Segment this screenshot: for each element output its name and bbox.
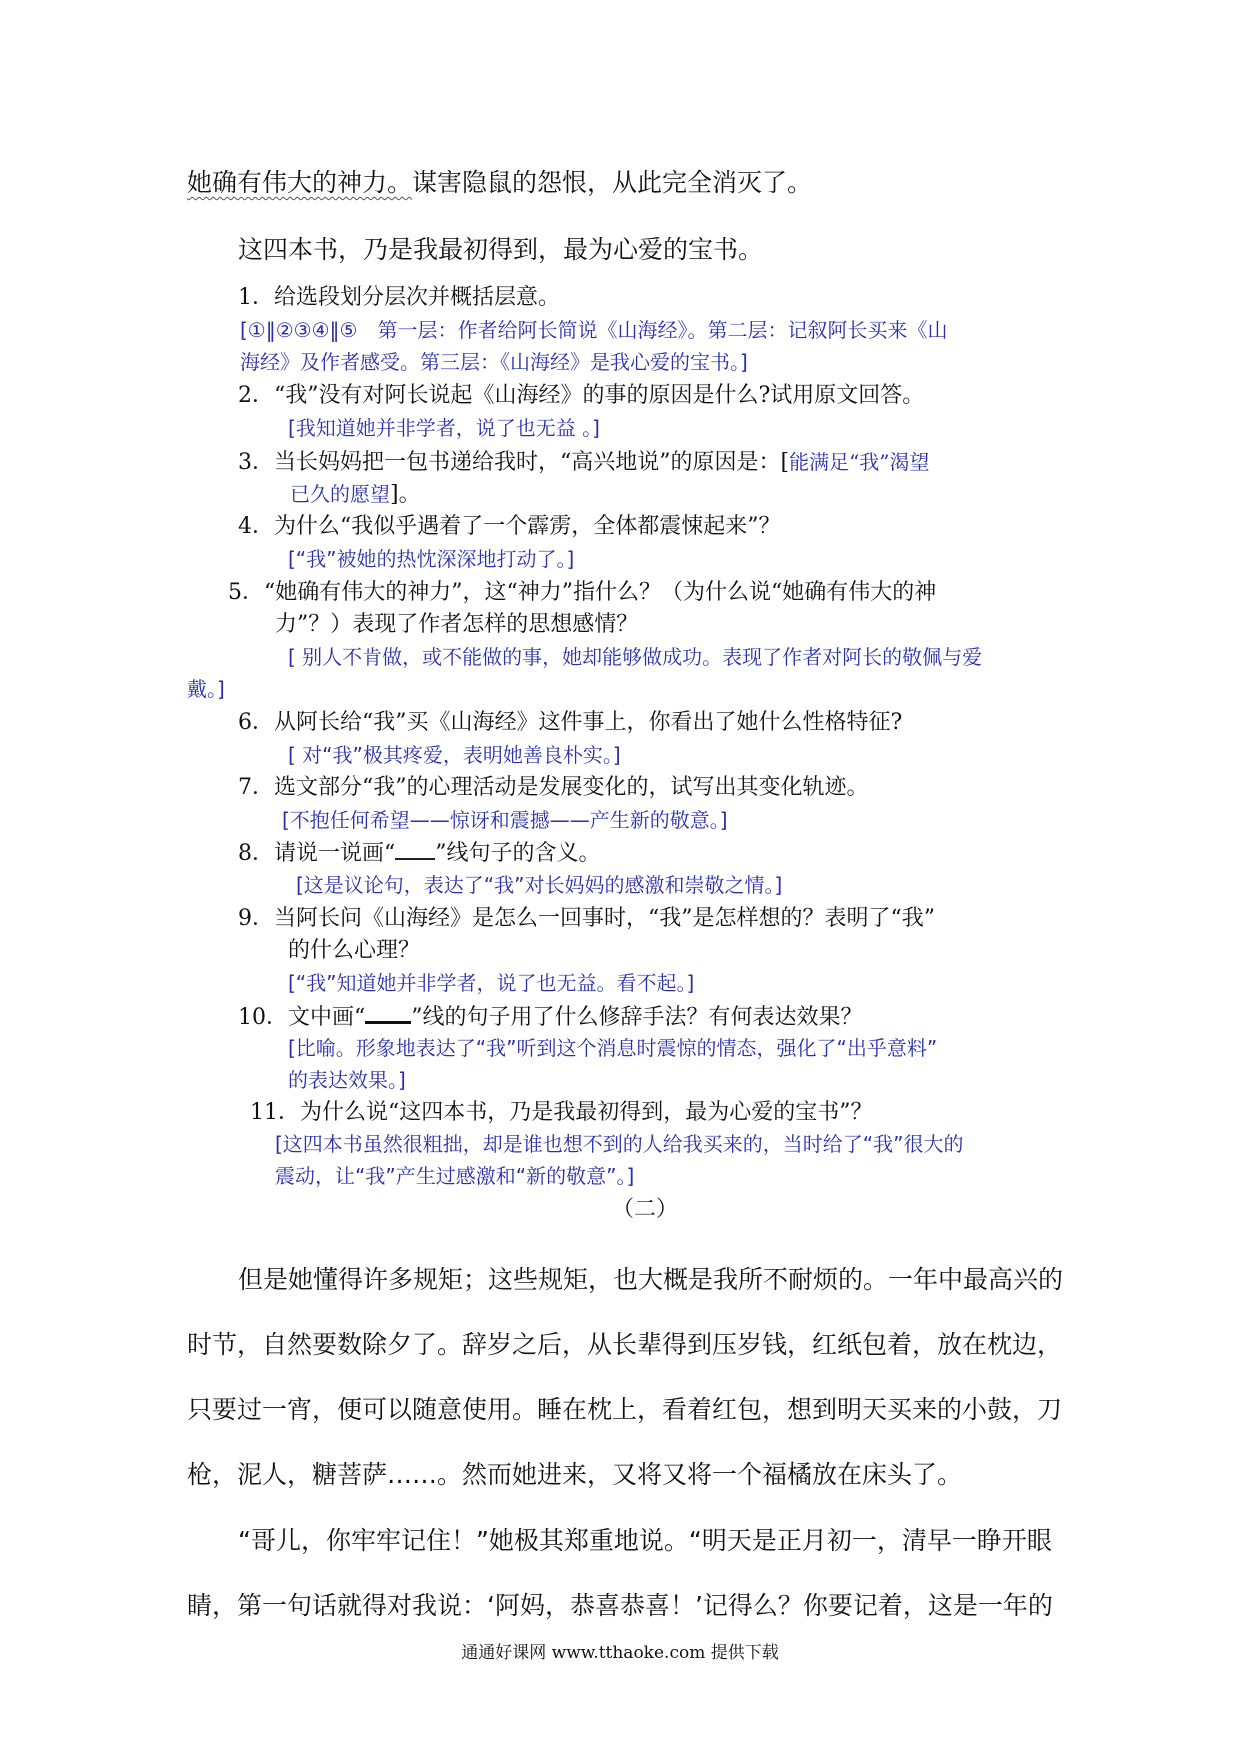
section2-line-4: 枪，泥人，糖菩萨……。然而她进来，又将又将一个福橘放在床头了。: [187, 1460, 963, 1489]
answer-2: [我知道她并非学者，说了也无益 。]: [288, 416, 600, 440]
answer-3-part-1: 能满足“我”渴望: [789, 450, 930, 474]
underlined-sentence: 她确有伟大的神力。: [187, 168, 413, 197]
question-10-prefix: 10．文中画“: [238, 1005, 366, 1030]
section2-line-5: “哥儿，你牢牢记住！”她极其郑重地说。“明天是正月初一，清早一睁开眼: [238, 1526, 1052, 1555]
question-1: 1．给选段划分层次并概括层意。: [238, 285, 560, 310]
question-5-line-2: 力”？）表现了作者怎样的思想感情？: [275, 612, 639, 637]
answer-5-line-1: [ 别人不肯做，或不能做的事，她却能够做成功。表现了作者对阿长的敬佩与爱: [288, 645, 983, 669]
section2-line-1: 但是她懂得许多规矩；这些规矩，也大概是我所不耐烦的。一年中最高兴的: [238, 1265, 1064, 1294]
passage-line-1-rest: 谋害隐鼠的怨恨，从此完全消灭了。: [412, 168, 813, 197]
passage-line-2: 这四本书，乃是我最初得到，最为心爱的宝书。: [238, 235, 764, 264]
question-3-line-2: [290, 482, 421, 508]
answer-7: [不抱任何希望——惊讶和震撼——产生新的敬意。]: [282, 808, 728, 832]
question-8-suffix: ”线句子的含义。: [435, 841, 601, 866]
answer-6: [ 对“我”极其疼爱，表明她善良朴实。]: [288, 743, 621, 767]
question-7: 7．选文部分“我”的心理活动是发展变化的，试写出其变化轨迹。: [238, 775, 869, 800]
question-9-line-2: 的什么心理？: [288, 938, 421, 963]
answer-9: [“我”知道她并非学者，说了也无益。看不起。]: [288, 971, 695, 995]
answer-8: [这是议论句，表达了“我”对长妈妈的感激和崇敬之情。]: [296, 873, 783, 897]
answer-11-line-2: 震动，让“我”产生过感激和“新的敬意”。]: [275, 1164, 635, 1188]
question-9-line-1: 9．当阿长问《山海经》是怎么一回事时，“我”是怎样想的？表明了“我”: [238, 906, 935, 931]
underline-blank: [395, 840, 435, 860]
question-3-suffix: ]。: [390, 482, 421, 507]
answer-1-line-2: 海经》及作者感受。第三层：《山海经》是我心爱的宝书。]: [240, 350, 748, 374]
answer-4: [“我”被她的热忱深深地打动了。]: [288, 547, 575, 571]
section2-line-6: 睛，第一句话就得对我说：‘阿妈，恭喜恭喜！’记得么？你要记着，这是一年的: [187, 1591, 1053, 1620]
answer-10-line-1: [比喻。形象地表达了“我”听到这个消息时震惊的情态，强化了“出乎意料”: [288, 1036, 938, 1060]
question-5-line-1: 5．“她确有伟大的神力”，这“神力”指什么？（为什么说“她确有伟大的神: [228, 580, 937, 605]
question-3-text: 3．当长妈妈把一包书递给我时，“高兴地说”的原因是：[: [238, 450, 790, 475]
question-2: 2．“我”没有对阿长说起《山海经》的事的原因是什么?试用原文回答。: [238, 383, 925, 408]
answer-11-line-1: [这四本书虽然很粗拙，却是谁也想不到的人给我买来的，当时给了“我”很大的: [275, 1132, 964, 1156]
thick-underline-blank: [365, 1003, 411, 1024]
question-4: 4．为什么“我似乎遇着了一个霹雳，全体都震悚起来”？: [238, 514, 781, 539]
question-10: [238, 1003, 863, 1031]
answer-1-line-1: [①‖②③④‖⑤ 第一层：作者给阿长简说《山海经》。第二层：记叙阿长买来《山: [240, 318, 948, 342]
question-11: 11．为什么说“这四本书，乃是我最初得到，最为心爱的宝书”？: [250, 1100, 873, 1125]
answer-10-line-2: 的表达效果。]: [288, 1068, 406, 1092]
section-heading: （二）: [612, 1197, 679, 1222]
question-3: [238, 450, 930, 476]
answer-3-part-2: 已久的愿望: [290, 482, 390, 506]
passage-line-1: [187, 168, 812, 198]
question-8-prefix: 8．请说一说画“: [238, 841, 396, 866]
section2-line-3: 只要过一宵，便可以随意使用。睡在枕上，看着红包，想到明天买来的小鼓，刀: [187, 1395, 1063, 1424]
question-8: [238, 840, 601, 867]
question-10-suffix: ”线的句子用了什么修辞手法？有何表达效果？: [411, 1005, 863, 1030]
answer-5-line-2: 戴。]: [187, 677, 225, 701]
question-6: 6．从阿长给“我”买《山海经》这件事上，你看出了她什么性格特征?: [238, 710, 903, 735]
footer-credit: 通通好课网 www.tthaoke.com 提供下载: [461, 1643, 779, 1663]
section2-line-2: 时节，自然要数除夕了。辞岁之后，从长辈得到压岁钱，红纸包着，放在枕边，: [187, 1330, 1063, 1359]
